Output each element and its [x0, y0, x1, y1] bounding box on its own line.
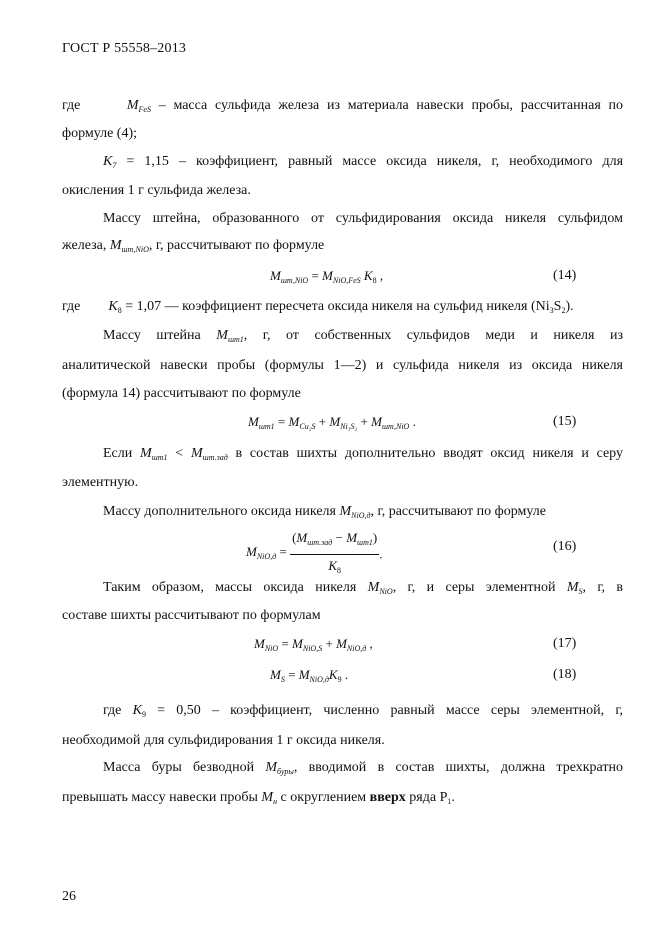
subscript: 7: [112, 161, 117, 170]
symbol: M: [322, 268, 333, 283]
text: , г, и серы элементной: [392, 580, 556, 595]
operator: +: [357, 414, 372, 429]
text-line: элементную.: [62, 475, 139, 490]
operator: +: [315, 414, 330, 429]
text: Массу штейна: [103, 328, 201, 343]
subscript: шт.зад: [202, 453, 228, 462]
text: , вводимой в состав шихты, должна трехкратно: [293, 760, 623, 775]
subscript: буры: [277, 767, 294, 776]
subscript: шт,NiO: [381, 422, 410, 431]
text: , г, рассчитывают по формуле: [370, 504, 546, 519]
operator: =: [278, 636, 293, 651]
subscript: Ni₃S₂: [340, 422, 358, 431]
subscript: 3: [549, 306, 554, 315]
text: – коэффициент, численно равный массе серы элементной, г,: [211, 703, 624, 718]
text: ряда Р: [409, 790, 448, 805]
value: = 0,50: [157, 703, 201, 718]
equation-17: [254, 634, 373, 659]
text-line: [103, 578, 623, 602]
equation-18: [270, 665, 348, 690]
text-line: [62, 236, 623, 260]
symbol: M: [336, 636, 347, 651]
subscript: 2: [561, 306, 566, 315]
text-line: [103, 326, 623, 350]
symbol: M: [566, 580, 579, 595]
subscript: NiO,д: [351, 511, 371, 520]
symbol: K: [363, 268, 373, 283]
symbol: M: [270, 268, 281, 283]
page-header: ГОСТ Р 55558–2013: [62, 41, 187, 56]
equation-number: (16): [553, 539, 577, 554]
text-line: составе шихты рассчитывают по формулам: [62, 608, 321, 623]
symbol: M: [246, 544, 257, 559]
subscript: н: [273, 797, 278, 806]
symbol: M: [126, 98, 139, 113]
symbol: M: [109, 238, 122, 253]
subscript: шт1: [151, 453, 168, 462]
equation-number: (15): [553, 414, 577, 429]
text-line: необходимой для сульфидирования 1 г оксида никеля.: [62, 733, 385, 748]
symbol: M: [191, 446, 203, 461]
text-line: [62, 96, 623, 120]
symbol: M: [298, 667, 310, 682]
text-line: аналитической навески пробы (формулы 1—2) и сульфида никеля из оксида никеля: [62, 358, 623, 373]
equation-15: [248, 412, 416, 437]
text-line: [103, 444, 623, 468]
subscript: NiO,S: [302, 644, 323, 653]
symbol: K: [108, 299, 118, 314]
text: , г, в: [582, 580, 623, 595]
value: = 1,15: [126, 154, 169, 169]
symbol: M: [296, 530, 308, 545]
text-line: (формула 14) рассчитывают по формуле: [62, 386, 301, 401]
symbol: K: [132, 703, 142, 718]
fraction-numerator: $(M_{шт.зад} - M_{шт1})$: [290, 528, 379, 555]
bold-text: вверх: [369, 790, 406, 805]
symbol: M: [346, 530, 358, 545]
subscript: 9: [337, 675, 342, 684]
symbol: M: [292, 636, 303, 651]
symbol: M: [367, 580, 380, 595]
text: где: [103, 703, 122, 718]
subscript: S: [578, 587, 583, 596]
text: в состав шихты дополнительно вводят оксид никеля и серу: [235, 446, 623, 461]
text: Таким образом, массы оксида никеля: [103, 580, 357, 595]
symbol: M: [261, 790, 274, 805]
symbol: M: [265, 760, 278, 775]
text: .: [451, 790, 455, 805]
text-line: [62, 297, 623, 321]
text: S: [553, 299, 562, 314]
symbol: M: [329, 414, 341, 429]
symbol: M: [254, 636, 265, 651]
operator: =: [308, 268, 323, 283]
text: железа,: [62, 238, 107, 253]
symbol: M: [288, 414, 300, 429]
text-line: [62, 788, 623, 812]
equation-number: (17): [553, 636, 577, 651]
subscript: 8: [372, 276, 377, 285]
subscript: 1: [447, 797, 452, 806]
text-line: окисления 1 г сульфида железа.: [62, 183, 251, 198]
equation-16: [246, 528, 382, 581]
subscript: Cu₂S: [299, 422, 316, 431]
subscript: шт1: [357, 538, 373, 547]
value: = 1,07: [125, 299, 162, 314]
text: – масса сульфида железа из материала навески пробы, рассчитанная по: [158, 98, 624, 113]
text: — коэффициент пересчета оксида никеля на сульфид никеля (Ni: [164, 299, 550, 314]
subscript: NiO,д: [256, 552, 277, 561]
text-line: [103, 502, 623, 526]
equation-14: [270, 266, 383, 291]
subscript: NiO: [264, 644, 279, 653]
symbol: M: [140, 446, 152, 461]
subscript: NiO,д: [309, 675, 329, 684]
text: Масса буры безводной: [103, 760, 255, 775]
subscript: шт,NiO: [121, 245, 149, 254]
symbol: M: [371, 414, 382, 429]
text: превышать массу навески пробы: [62, 790, 258, 805]
text: , г, от собственных сульфидов меди и никеля из: [243, 328, 624, 343]
text-line: [103, 758, 623, 782]
subscript: шт1: [227, 335, 244, 344]
equation-number: (18): [553, 667, 577, 682]
operator: <: [167, 446, 191, 461]
operator: =: [274, 414, 289, 429]
subscript: шт1: [258, 422, 275, 431]
symbol: K: [328, 558, 337, 573]
operator: −: [332, 530, 347, 545]
subscript: 8: [336, 566, 341, 575]
equation-number: (14): [553, 268, 577, 283]
text: , г, рассчитывают по формуле: [148, 238, 325, 253]
subscript: шт.зад: [307, 538, 333, 547]
text: Массу дополнительного оксида никеля: [103, 504, 336, 519]
text: с округлением: [280, 790, 367, 805]
text: Если: [103, 446, 133, 461]
punctuation: .: [379, 546, 383, 562]
subscript: шт,NiO: [280, 276, 309, 285]
subscript: NiO,FeS: [332, 276, 361, 285]
symbol: K: [103, 154, 113, 169]
punctuation: ,: [376, 268, 384, 283]
punctuation: ,: [366, 636, 373, 651]
text: ).: [565, 299, 574, 314]
punctuation: .: [409, 414, 416, 429]
subscript: S: [280, 675, 285, 684]
symbol: M: [248, 414, 259, 429]
operator: =: [284, 667, 299, 682]
text: – коэффициент, равный массе оксида никеля, г, необходимого для: [178, 154, 624, 169]
symbol: K: [328, 667, 338, 682]
text: где: [62, 299, 81, 314]
subscript: 8: [117, 306, 122, 315]
text-line: [103, 701, 623, 725]
text-line: Массу штейна, образованного от сульфидирования оксида никеля сульфидом: [103, 211, 623, 226]
operator: =: [276, 544, 291, 559]
text-line: [103, 152, 623, 176]
fraction: [290, 528, 379, 581]
text: где: [62, 98, 81, 113]
symbol: M: [270, 667, 281, 682]
text-line: формуле (4);: [62, 126, 138, 141]
punctuation: .: [341, 667, 349, 682]
subscript: 9: [141, 710, 146, 719]
subscript: NiO,д: [346, 644, 367, 653]
operator: +: [322, 636, 337, 651]
subscript: NiO: [379, 587, 393, 596]
symbol: M: [216, 328, 228, 343]
page-number: 26: [62, 889, 76, 904]
symbol: M: [339, 504, 352, 519]
subscript: FeS: [138, 105, 151, 114]
